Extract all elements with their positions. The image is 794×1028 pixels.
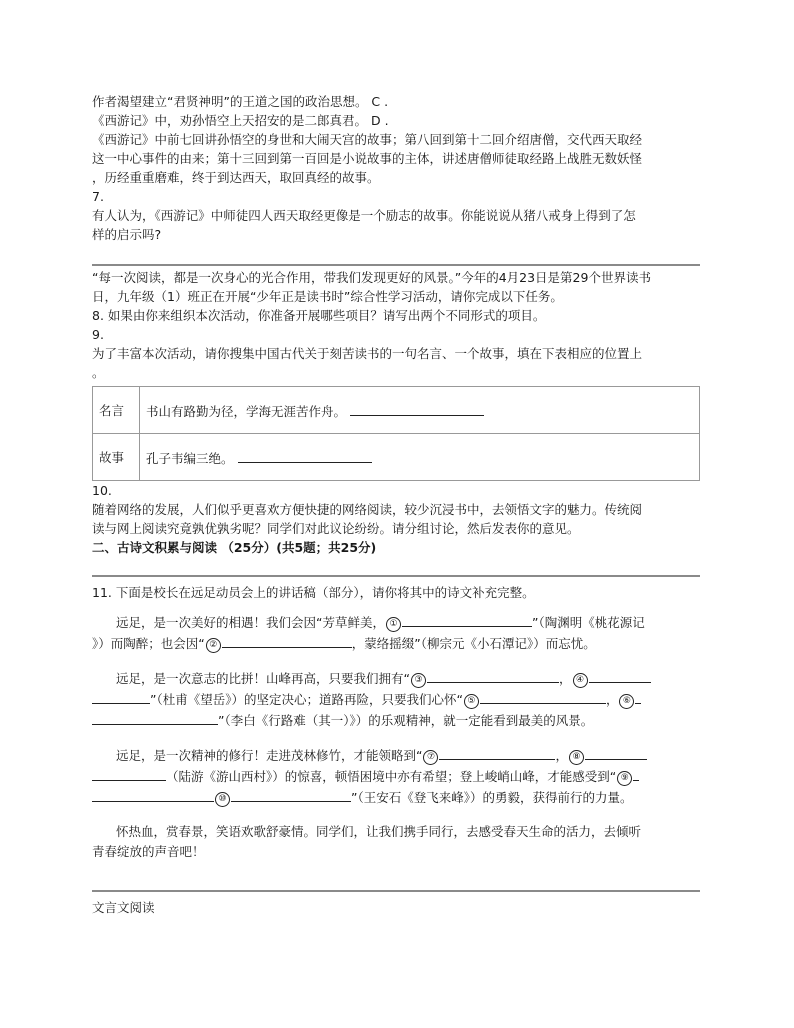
table-row [93,434,700,481]
option-text: 《西游记》中，劝孙悟空上天招安的是二郎真君。 D . [92,113,389,128]
question-number: 10. [92,483,112,498]
question-text: 8. 如果由你来组织本次活动，你准备开展哪些项目？请写出两个不同形式的项目。 [92,308,546,323]
answer-blank[interactable] [231,787,351,802]
table-value: 书山有路勤为径，学海无涯苦作舟。 [146,403,347,419]
table-value-cell [140,387,700,434]
question-text: 读与网上阅读究竟孰优孰劣呢？同学们对此议论纷纷。请分组讨论，然后发表你的意见。 [92,521,580,536]
blank-number: ⑧ [569,750,584,765]
question-text: 为了丰富本次活动，请你搜集中国古代关于刻苦读书的一句名言、一个故事，填在下表相应的位置上 [92,346,643,361]
answer-blank[interactable] [585,745,647,760]
blank-number: ⑥ [619,694,634,709]
question-text: 。 [92,365,105,380]
blank-number: ② [206,638,221,653]
worksheet-page [92,92,700,917]
table-value-cell [140,434,700,481]
answer-blank[interactable] [350,401,484,416]
passage-text: 日，九年级（1）班正在开展“少年正是读书时”综合性学习活动，请你完成以下任务。 [92,289,563,304]
answer-blank[interactable] [92,689,150,704]
blank-number: ⑤ [464,694,479,709]
question-number: 9. [92,327,104,342]
blank-number: ④ [573,673,588,688]
answer-blank[interactable] [589,668,651,683]
speech-paragraph: 怀热血，赏春景，笑语欢歌舒豪情。同学们，让我们携手同行，去感受春天生命的活力，去倾听 青春绽放的声音吧！ [92,824,642,859]
answer-blank[interactable] [238,448,372,463]
blank-number: ⑨ [617,771,632,786]
passage-text: “每一次阅读，都是一次身心的光合作用，带我们发现更好的风景。”今年的4月23日是第29个世界读书 [92,270,651,285]
option-text: 《西游记》中前七回讲孙悟空的身世和大闹天宫的故事；第八回到第十二回介绍唐僧，交代西天取经 [92,132,643,147]
table-key: 故事 [93,434,140,481]
blank-number: ③ [411,673,426,688]
answer-blank[interactable] [92,787,214,802]
answer-blank[interactable] [427,668,559,683]
blank-number: ① [386,617,401,632]
speech-paragraph: 远足，是一次精神的修行！走进茂林修竹，才能领略到“ ⑦ ， ⑧ （陆游《游山西村》）的惊喜，顿悟困境中亦有希望；登上峻峭山峰，才能感受到“ ⑨ ⑩ ”（王安石《登飞来峰》）的勇毅，获得前行的力量。 [92,745,700,808]
answer-blank[interactable] [222,633,352,648]
table-value: 孔子韦编三绝。 [146,450,234,466]
answer-blank[interactable] [402,612,532,627]
question-text: 样的启示吗? [92,227,162,242]
question-number: 7. [92,189,104,204]
speech-paragraph: 远足，是一次意志的比拼！山峰再高，只要我们拥有“ ③ ， ④ ”（杜甫《望岳》）的坚定决心；道路再险，只要我们心怀“ ⑤ ， ⑥ ”（李白《行路难（其一）》）的乐观精神，就一定能看到最美的风景。 [92,668,700,731]
section-title: 二、古诗文积累与阅读 （25分）(共5题；共25分) [92,540,377,555]
question-text: 有人认为，《西游记》中师徒四人西天取经更像是一个励志的故事。你能说说从猪八戒身上得到了怎 [92,208,636,223]
option-text: 作者渴望建立“君贤神明”的王道之国的政治思想。 C . [92,94,389,109]
answer-blank[interactable] [92,766,166,781]
section-label: 文言文阅读 [92,900,155,915]
answer-blank[interactable] [480,689,606,704]
option-text: 这一中心事件的由来；第十三回到第一百回是小说故事的主体，讲述唐僧师徒取经路上战胜无数妖怪 [92,151,643,166]
answer-blank[interactable] [633,766,639,781]
table-key: 名言 [93,387,140,434]
option-text: ，历经重重磨难，终于到达西天，取回真经的故事。 [92,170,380,185]
question-text: 随着网络的发展，人们似乎更喜欢方便快捷的网络阅读，较少沉浸书中，去领悟文字的魅力。传统阅 [92,502,643,517]
blank-number: ⑦ [423,750,438,765]
table-row [93,387,700,434]
blank-number: ⑩ [215,792,230,807]
answer-blank[interactable] [92,710,218,725]
answer-blank[interactable] [635,689,641,704]
answer-blank[interactable] [439,745,555,760]
speech-paragraph: 远足，是一次美好的相遇！我们会因“芳草鲜美， ① ”（陶渊明《桃花源记 》）而陶醉；也会因“ ② ，蒙络摇缀”（柳宗元《小石潭记》）而忘忧。 [92,612,700,654]
question-text: 11. 下面是校长在远足动员会上的讲话稿（部分），请你将其中的诗文补充完整。 [92,585,535,600]
answer-table [92,386,700,481]
